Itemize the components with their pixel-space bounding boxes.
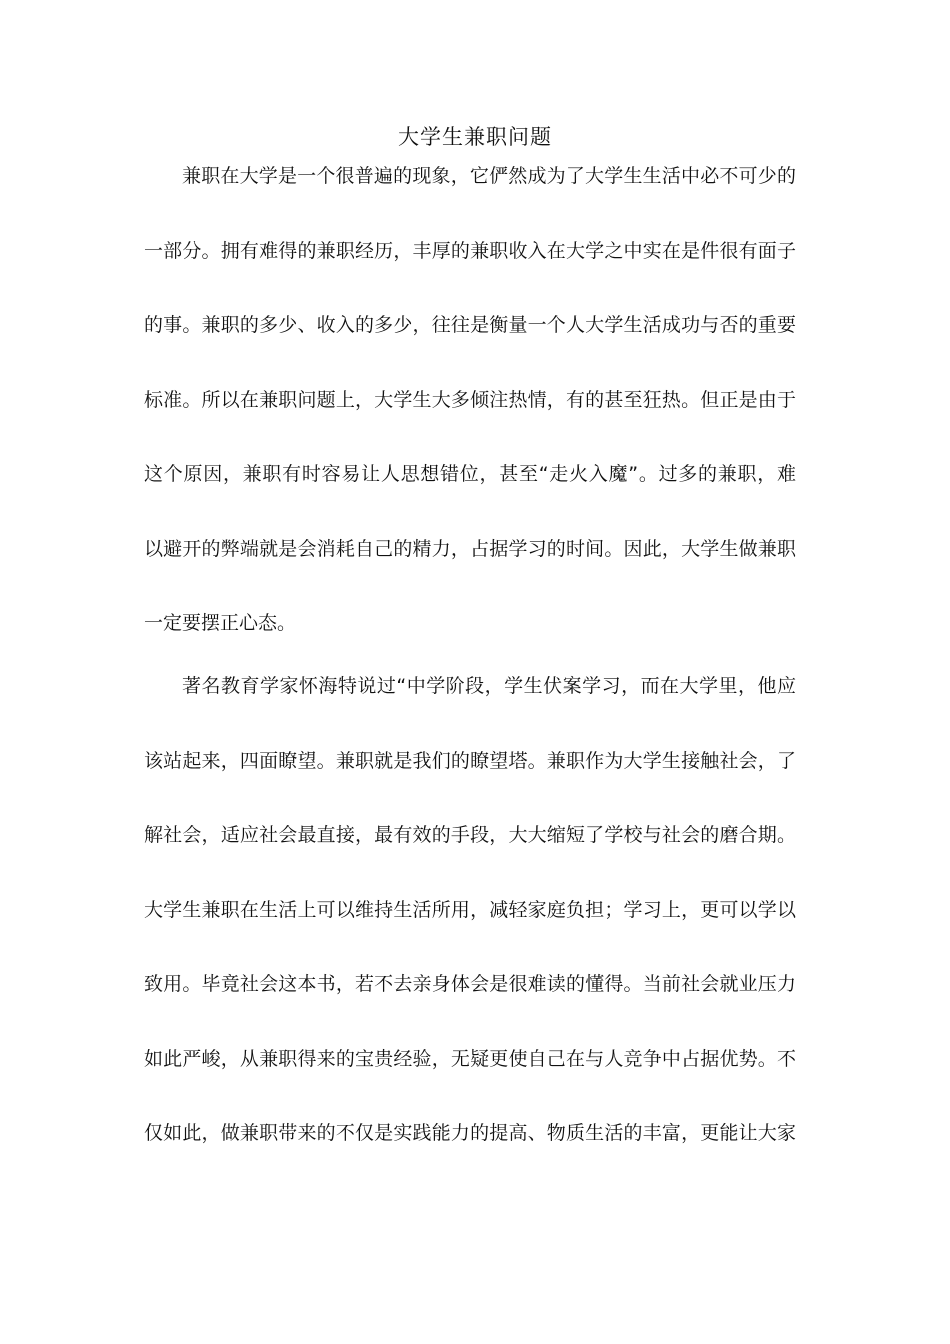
- paragraph-2-line-3: 解社会，适应社会最直接，最有效的手段，大大缩短了学校与社会的磨合期。: [144, 824, 796, 846]
- paragraph-1-line-7: 一定要摆正心态。: [144, 612, 297, 634]
- paragraph-2-line-7: 仅如此，做兼职带来的不仅是实践能力的提高、物质生活的丰富，更能让大家: [144, 1122, 796, 1144]
- document-title: 大学生兼职问题: [398, 125, 552, 149]
- paragraph-1-line-2: 一部分。拥有难得的兼职经历，丰厚的兼职收入在大学之中实在是件很有面子: [144, 240, 796, 262]
- paragraph-1-line-1: 兼职在大学是一个很普遍的现象，它俨然成为了大学生生活中必不可少的: [182, 165, 796, 187]
- paragraph-2-line-5: 致用。毕竟社会这本书，若不去亲身体会是很难读的懂得。当前社会就业压力: [144, 973, 796, 995]
- paragraph-2-line-2: 该站起来，四面瞭望。兼职就是我们的瞭望塔。兼职作为大学生接触社会，了: [144, 750, 796, 772]
- paragraph-1-line-3: 的事。兼职的多少、收入的多少，往往是衡量一个人大学生活成功与否的重要: [144, 314, 796, 336]
- paragraph-2-line-1: 著名教育学家怀海特说过“中学阶段，学生伏案学习，而在大学里，他应: [182, 675, 796, 697]
- paragraph-1-line-4: 标准。所以在兼职问题上，大学生大多倾注热情，有的甚至狂热。但正是由于: [144, 389, 796, 411]
- paragraph-1-line-6: 以避开的弊端就是会消耗自己的精力，占据学习的时间。因此，大学生做兼职: [144, 538, 796, 560]
- paragraph-2-line-4: 大学生兼职在生活上可以维持生活所用，减轻家庭负担；学习上，更可以学以: [144, 899, 796, 921]
- paragraph-1-line-5: 这个原因，兼职有时容易让人思想错位，甚至“走火入魔”。过多的兼职，难: [144, 463, 796, 485]
- paragraph-2-line-6: 如此严峻，从兼职得来的宝贵经验，无疑更使自己在与人竞争中占据优势。不: [144, 1048, 796, 1070]
